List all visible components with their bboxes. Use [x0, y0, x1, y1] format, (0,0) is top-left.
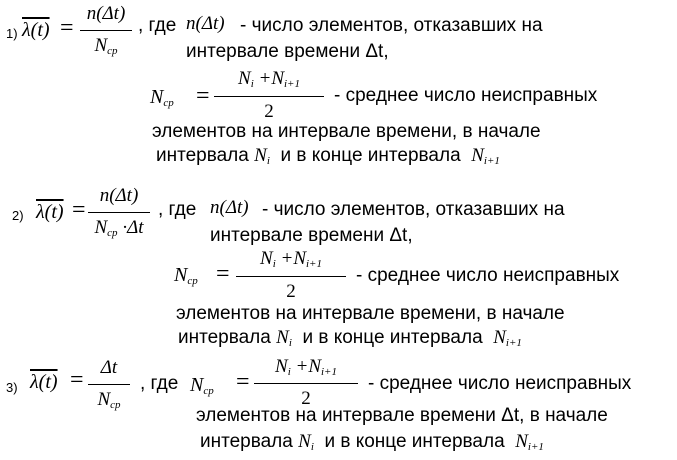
desc-lead: , где	[138, 15, 177, 36]
fraction-bar	[88, 212, 150, 213]
desc-text: - число элементов, отказавших на	[262, 199, 565, 220]
item-number: 3)	[6, 380, 18, 395]
line-2: элементов на интервале времени Δt, в начале	[196, 405, 608, 426]
n-avg: $N_{ср}$	[150, 86, 174, 109]
n-avg-desc: - среднее число неисправных	[368, 373, 632, 394]
n-avg-fraction	[214, 66, 324, 126]
equals-sign: =	[236, 369, 250, 395]
line-3: интервала $N_i$ и в конце интервала $N_{i+1}$	[178, 327, 522, 349]
desc-lead: , где	[158, 199, 197, 220]
desc-math: n(Δt)	[210, 197, 249, 218]
n-avg-denominator: 2	[264, 101, 274, 122]
lambda-bar: λ(t)	[22, 19, 50, 41]
fraction-denominator: $N_{ср}$	[97, 389, 121, 411]
equals-sign: =	[60, 15, 74, 41]
desc-lead: , где	[140, 373, 179, 394]
line-2: элементов на интервале времени, в начале	[152, 121, 541, 142]
fraction	[80, 2, 132, 58]
n-avg-desc: - среднее число неисправных	[334, 85, 598, 106]
fraction-bar	[80, 30, 132, 31]
fraction-bar	[254, 383, 358, 384]
equals-sign: =	[72, 197, 86, 223]
line-3: интервала $N_i$ и в конце интервала $N_{i+1}$	[156, 145, 500, 167]
fraction	[88, 356, 130, 414]
n-avg-numerator: $N_i +N_{i+1}$	[260, 248, 322, 270]
n-avg-numerator: $N_i +N_{i+1}$	[238, 68, 300, 90]
lambda-bar: λ(t)	[30, 371, 58, 393]
n-avg: $N_{ср}$	[174, 264, 198, 287]
fraction	[88, 184, 150, 242]
fraction-numerator: Δt	[100, 357, 118, 378]
equals-sign: =	[216, 261, 230, 287]
n-avg-fraction	[254, 354, 358, 412]
n-avg: $N_{ср}$	[190, 374, 214, 397]
desc-math: n(Δt)	[186, 13, 225, 34]
desc-line-2: интервале времени Δt,	[210, 225, 413, 246]
item-number: 2)	[12, 208, 24, 223]
n-avg-fraction	[236, 246, 346, 306]
fraction-denominator: $N_{ср}$	[94, 35, 118, 57]
fraction-numerator: n(Δt)	[86, 3, 126, 24]
fraction-bar	[88, 384, 130, 385]
n-avg-numerator: $N_i +N_{i+1}$	[275, 356, 337, 378]
line-2: элементов на интервале времени, в начале	[176, 303, 565, 324]
desc-text: - число элементов, отказавших на	[240, 15, 543, 36]
fraction-bar	[214, 96, 324, 97]
n-avg-denominator: 2	[301, 388, 311, 409]
item-number: 1)	[6, 26, 18, 41]
n-avg-desc: - среднее число неисправных	[356, 265, 620, 286]
fraction-bar	[236, 276, 346, 277]
fraction-numerator: n(Δt)	[99, 185, 139, 206]
line-3: интервала $N_i$ и в конце интервала $N_{i+1}$	[200, 431, 544, 453]
lambda-bar: λ(t)	[36, 201, 64, 223]
equals-sign: =	[70, 367, 84, 393]
fraction-denominator: $N_{ср} \cdot\Delta t$	[94, 217, 144, 239]
equals-sign: =	[196, 83, 210, 109]
desc-line-2: интервале времени Δt,	[186, 41, 389, 62]
n-avg-denominator: 2	[286, 281, 296, 302]
